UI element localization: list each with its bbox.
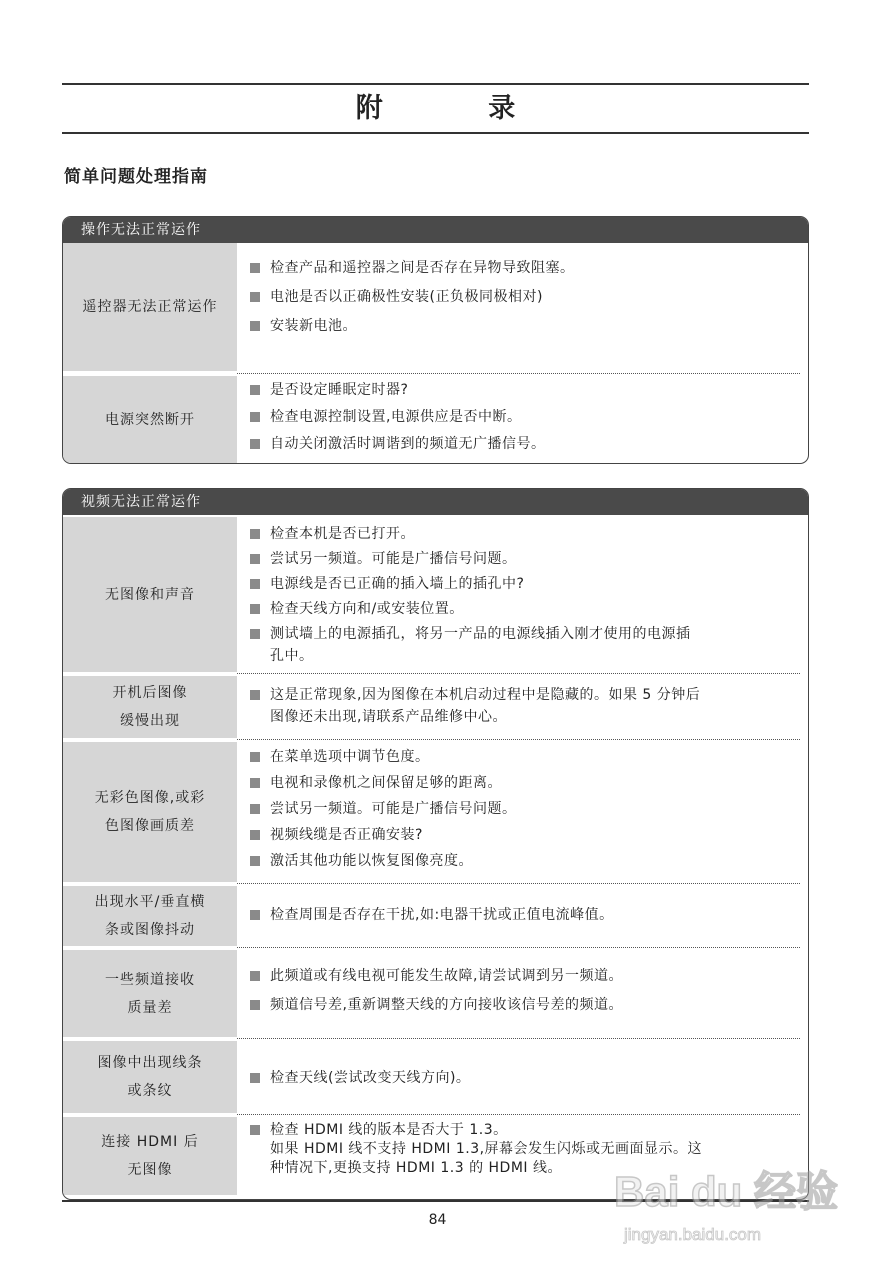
solution-list <box>250 740 800 872</box>
square-bullet-icon <box>250 292 260 302</box>
top-rule <box>62 83 809 85</box>
solution-list <box>250 243 800 337</box>
square-bullet-icon <box>250 263 260 273</box>
list-item: 尝试另一频道。可能是广播信号问题。 <box>250 548 800 570</box>
table-row <box>63 948 808 1039</box>
problem-label: 连接 HDMI 后 无图像 <box>63 1117 237 1195</box>
list-item: 激活其他功能以恢复图像亮度。 <box>250 850 800 872</box>
list-item: 电视和录像机之间保留足够的距离。 <box>250 772 800 794</box>
list-item: 安装新电池。 <box>250 315 800 337</box>
page-title: 附 录 <box>355 93 564 124</box>
watermark-logo: Bai du 经验 <box>614 1168 839 1215</box>
list-item: 检查 HDMI 线的版本是否大于 1.3。 如果 HDMI 线不支持 HDMI 1.3,屏幕会发生闪烁或无画面显示。这 种情况下,更换支持 HDMI 1.3 的 HDMI 线。 <box>250 1121 800 1178</box>
square-bullet-icon <box>250 321 260 331</box>
table-row <box>63 1039 808 1115</box>
square-bullet-icon <box>250 439 260 449</box>
problem-label: 开机后图像 缓慢出现 <box>63 676 237 738</box>
square-bullet-icon <box>250 1000 260 1010</box>
section-heading: 简单问题处理指南 <box>64 167 208 187</box>
list-item: 检查产品和遥控器之间是否存在异物导致阻塞。 <box>250 257 800 279</box>
square-bullet-icon <box>250 778 260 788</box>
list-item: 测试墙上的电源插孔，将另一产品的电源线插入刚才使用的电源插 孔中。 <box>250 623 800 667</box>
square-bullet-icon <box>250 690 260 700</box>
square-bullet-icon <box>250 830 260 840</box>
table-row <box>63 740 808 884</box>
problem-label: 出现水平/垂直横 条或图像抖动 <box>63 886 237 946</box>
list-item: 电源线是否已正确的插入墙上的插孔中? <box>250 573 800 595</box>
list-item: 视频线缆是否正确安装? <box>250 824 800 846</box>
square-bullet-icon <box>250 910 260 920</box>
solution-list <box>250 674 800 728</box>
square-bullet-icon <box>250 1125 260 1135</box>
solution-list <box>250 884 800 926</box>
square-bullet-icon <box>250 629 260 639</box>
video-section <box>62 488 809 1200</box>
problem-label: 遥控器无法正常运作 <box>63 243 237 371</box>
list-item: 检查天线方向和/或安装位置。 <box>250 598 800 620</box>
operation-section <box>62 216 809 464</box>
square-bullet-icon <box>250 1073 260 1083</box>
list-item: 检查本机是否已打开。 <box>250 523 800 545</box>
square-bullet-icon <box>250 412 260 422</box>
page-number: 84 <box>428 1212 447 1228</box>
square-bullet-icon <box>250 804 260 814</box>
square-bullet-icon <box>250 604 260 614</box>
list-item: 检查电源控制设置,电源供应是否中断。 <box>250 406 800 428</box>
table-row <box>63 243 808 374</box>
square-bullet-icon <box>250 856 260 866</box>
table-row <box>63 515 808 674</box>
square-bullet-icon <box>250 554 260 564</box>
square-bullet-icon <box>250 971 260 981</box>
list-item: 电池是否以正确极性安装(正负极同极相对) <box>250 286 800 308</box>
list-item: 这是正常现象,因为图像在本机启动过程中是隐藏的。如果 5 分钟后 图像还未出现,请联系产品维修中心。 <box>250 684 800 728</box>
solution-list <box>250 515 800 667</box>
list-item: 此频道或有线电视可能发生故障,请尝试调到另一频道。 <box>250 965 800 987</box>
table-row <box>63 674 808 740</box>
title-rule <box>62 132 809 134</box>
list-item: 自动关闭激活时调谐到的频道无广播信号。 <box>250 433 800 455</box>
square-bullet-icon <box>250 385 260 395</box>
list-item: 频道信号差,重新调整天线的方向接收该信号差的频道。 <box>250 994 800 1016</box>
problem-label: 图像中出现线条 或条纹 <box>63 1041 237 1113</box>
list-item: 检查周围是否存在干扰,如:电器干扰或正值电流峰值。 <box>250 904 800 926</box>
table-row <box>63 374 808 462</box>
list-item: 尝试另一频道。可能是广播信号问题。 <box>250 798 800 820</box>
list-item: 是否设定睡眠定时器? <box>250 379 800 401</box>
problem-label: 电源突然断开 <box>63 376 237 464</box>
list-item: 在菜单选项中调节色度。 <box>250 746 800 768</box>
square-bullet-icon <box>250 752 260 762</box>
section-title: 操作无法正常运作 <box>63 217 808 243</box>
baidu-watermark <box>610 1158 840 1248</box>
list-item: 检查天线(尝试改变天线方向)。 <box>250 1067 800 1089</box>
solution-list <box>250 374 800 455</box>
square-bullet-icon <box>250 579 260 589</box>
problem-label: 无彩色图像,或彩 色图像画质差 <box>63 742 237 882</box>
solution-list <box>250 1039 800 1089</box>
section-title: 视频无法正常运作 <box>63 489 808 515</box>
square-bullet-icon <box>250 529 260 539</box>
problem-label: 无图像和声音 <box>63 517 237 672</box>
problem-label: 一些频道接收 质量差 <box>63 950 237 1037</box>
watermark-url: jingyan.baidu.com <box>624 1225 762 1244</box>
solution-list <box>250 948 800 1016</box>
table-row <box>63 884 808 948</box>
